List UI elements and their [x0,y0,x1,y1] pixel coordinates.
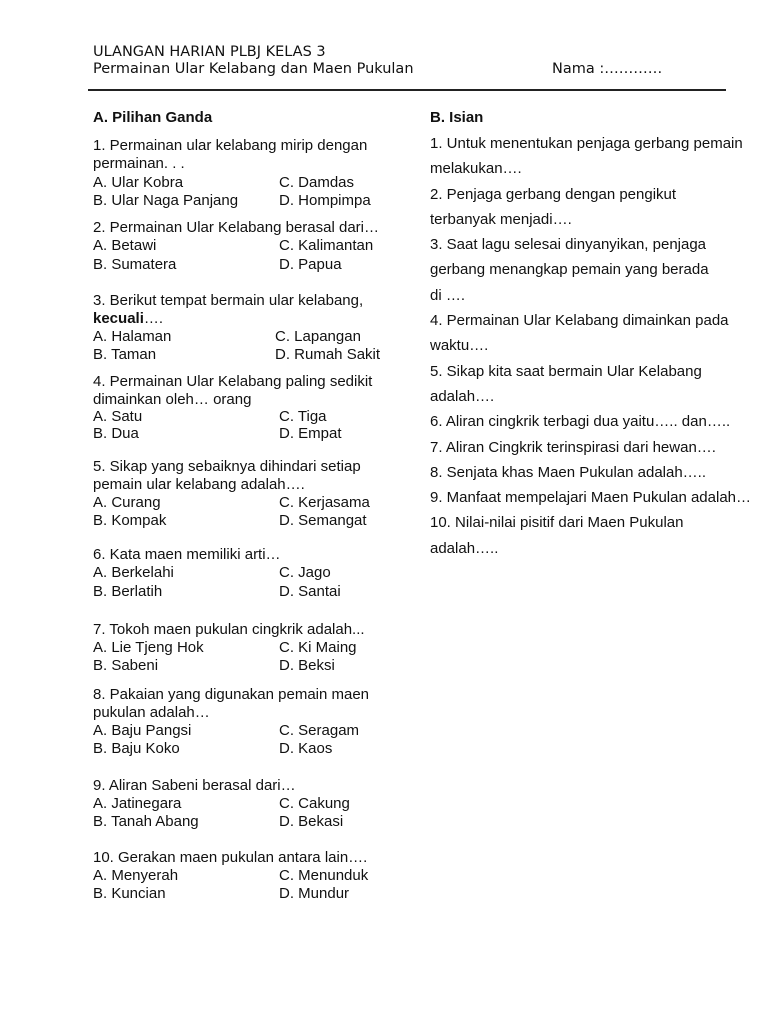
option: C. Cakung [279,795,350,812]
question-text: 4. Permainan Ular Kelabang paling sedikit [93,373,373,390]
isian-line: 3. Saat lagu selesai dinyanyikan, penjaga [430,236,707,254]
option: C. Kalimantan [279,237,374,254]
question-text-line2 [93,310,363,328]
question-2: 2. Permainan Ular Kelabang berasal dari… [93,219,379,236]
exam-subtitle: Permainan Ular Kelabang dan Maen Pukulan [93,61,414,77]
isian-line: 7. Aliran Cingkrik terinspirasi dari hewan…. [430,438,716,456]
option: C. Jago [279,564,331,581]
isian-line: 8. Senjata khas Maen Pukulan adalah….. [430,463,707,481]
option: B. Dua [93,425,139,442]
option: B. Taman [93,346,157,363]
option: A. Betawi [93,237,157,254]
question-9: 9. Aliran Sabeni berasal dari… [93,777,296,794]
question-text: dimainkan oleh… orang [93,391,252,408]
question-text: 8. Pakaian yang digunakan pemain maen [93,686,370,703]
isian-line: adalah….. [430,539,499,557]
question-text: permainan. . . [93,155,185,172]
option: D. Rumah Sakit [275,346,381,363]
option: D. Hompimpa [279,192,371,209]
option: D. Papua [279,256,342,273]
isian-line: 9. Manfaat mempelajari Maen Pukulan adalah… [430,489,752,507]
option: C. Ki Maing [279,639,357,656]
option: A. Berkelahi [93,564,174,581]
question-5 [93,458,361,494]
exam-title: ULANGAN HARIAN PLBJ KELAS 3 [93,44,326,60]
header-divider [88,89,726,91]
option: B. Tanah Abang [93,813,199,830]
isian-line: 6. Aliran cingkrik terbagi dua yaitu….. dan….. [430,413,731,431]
isian-line: waktu…. [430,337,489,355]
option: D. Beksi [279,657,335,674]
option: C. Kerjasama [279,494,370,511]
option: C. Damdas [279,174,355,191]
option: D. Mundur [279,885,350,902]
option: B. Kuncian [93,885,166,902]
isian-line: 1. Untuk menentukan penjaga gerbang pemain [430,135,743,152]
question-suffix: …. [143,310,164,327]
option: D. Bekasi [279,813,344,830]
question-text: 1. Permainan ular kelabang mirip dengan [93,137,368,154]
option: C. Tiga [279,408,327,425]
isian-line: 2. Penjaga gerbang dengan pengikut [430,185,677,203]
question-6: 6. Kata maen memiliki arti… [93,546,281,563]
isian-line: adalah…. [430,387,495,405]
isian-line: terbanyak menjadi…. [430,210,572,228]
option: B. Berlatih [93,583,163,600]
question-text: 3. Berikut tempat bermain ular kelabang, [93,292,364,309]
option: A. Lie Tjeng Hok [93,639,204,656]
option: B. Kompak [93,512,167,529]
question-3 [93,292,363,328]
emphasis-word: kecuali [93,310,144,327]
option: B. Ular Naga Panjang [93,192,239,209]
option: A. Baju Pangsi [93,722,192,739]
option: A. Satu [93,408,143,425]
section-b-heading: B. Isian [430,109,484,126]
option: C. Menunduk [279,867,369,884]
isian-line: 10. Nilai-nilai pisitif dari Maen Pukulan [430,514,684,532]
question-1 [93,137,367,173]
isian-line: melakukan…. [430,160,522,178]
isian-line: gerbang menangkap pemain yang berada [430,261,709,279]
question-8 [93,686,369,722]
option: D. Empat [279,425,342,442]
section-a-heading: A. Pilihan Ganda [93,109,213,126]
option: C. Seragam [279,722,360,739]
question-4 [93,373,372,409]
option: A. Jatinegara [93,795,182,812]
question-text: pemain ular kelabang adalah…. [93,476,305,493]
question-10: 10. Gerakan maen pukulan antara lain…. [93,849,368,866]
question-text: pukulan adalah… [93,704,210,721]
isian-line: 4. Permainan Ular Kelabang dimainkan pada [430,312,729,330]
isian-list [430,131,751,561]
option: C. Lapangan [275,328,361,345]
question-text: 5. Sikap yang sebaiknya dihindari setiap [93,458,361,475]
option: D. Santai [279,583,341,600]
option: B. Baju Koko [93,740,180,757]
question-7: 7. Tokoh maen pukulan cingkrik adalah... [93,621,365,638]
option: D. Semangat [279,512,367,529]
option: A. Halaman [93,328,172,345]
option: A. Ular Kobra [93,174,184,191]
option: D. Kaos [279,740,333,757]
name-field: Nama :………… [552,61,663,77]
isian-line: di …. [430,286,466,304]
option: A. Menyerah [93,867,179,884]
option: B. Sabeni [93,657,159,674]
option: A. Curang [93,494,161,511]
isian-line: 5. Sikap kita saat bermain Ular Kelabang [430,362,702,380]
option: B. Sumatera [93,256,177,273]
